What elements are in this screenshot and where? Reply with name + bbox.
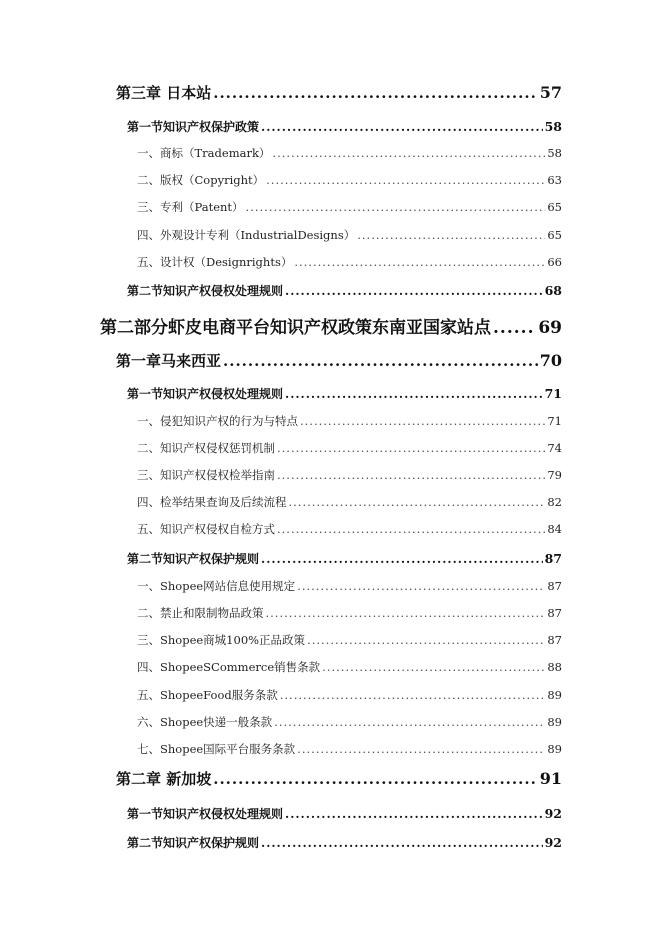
toc-entry-title: 二、禁止和限制物品政策: [137, 606, 264, 620]
toc-leader-dots: [213, 84, 538, 102]
toc-leader-dots: [297, 579, 545, 593]
toc-entry-title: 第二节知识产权保护规则: [127, 552, 260, 566]
toc-entry-page: 87: [547, 633, 562, 647]
toc-entry-section[interactable]: [127, 282, 562, 299]
toc-entry-item[interactable]: [137, 440, 562, 456]
toc-leader-dots: [300, 414, 545, 428]
toc-entry-page: 92: [544, 835, 562, 850]
toc-entry-title: 四、外观设计专利（IndustrialDesigns）: [137, 228, 356, 242]
toc-leader-dots: [261, 120, 543, 134]
toc-entry-page: 68: [544, 283, 562, 298]
toc-entry-page: 58: [544, 119, 562, 134]
toc-entry-section[interactable]: [127, 834, 562, 851]
toc-entry-title: 第一节知识产权保护政策: [127, 120, 260, 134]
toc-leader-dots: [277, 441, 545, 455]
toc-entry-part[interactable]: [100, 313, 562, 338]
toc-entry-page: 71: [547, 414, 562, 428]
toc-entry-page: 74: [547, 441, 562, 455]
toc-entry-section[interactable]: [127, 118, 562, 135]
toc-entry-title: 一、商标（Trademark）: [137, 146, 271, 160]
toc-entry-page: 79: [547, 468, 562, 482]
toc-entry-item[interactable]: [137, 145, 562, 161]
toc-leader-dots: [322, 660, 545, 674]
toc-leader-dots: [285, 807, 543, 821]
toc-entry-item[interactable]: [137, 521, 562, 537]
toc-entry-page: 57: [539, 83, 562, 102]
toc-entry-title: 七、Shopee国际平台服务条款: [137, 742, 296, 756]
toc-leader-dots: [266, 606, 546, 620]
toc-leader-dots: [285, 284, 543, 298]
toc-entry-page: 65: [547, 200, 562, 214]
toc-entry-title: 第二节知识产权保护规则: [127, 836, 260, 850]
toc-entry-item[interactable]: [137, 413, 562, 429]
toc-entry-page: 89: [547, 715, 562, 729]
toc-entry-page: 58: [547, 146, 562, 160]
toc-entry-section[interactable]: [127, 385, 562, 402]
toc-entry-title: 一、Shopee网站信息使用规定: [137, 579, 296, 593]
toc-entry-chapter[interactable]: [116, 82, 562, 103]
toc-leader-dots: [266, 173, 545, 187]
toc-entry-title: 三、Shopee商城100%正品政策: [137, 633, 306, 647]
toc-entry-section[interactable]: [127, 550, 562, 567]
toc-entry-item[interactable]: [137, 467, 562, 483]
toc-leader-dots: [289, 495, 546, 509]
toc-entry-page: 66: [547, 255, 562, 269]
toc-entry-title: 四、检举结果查询及后续流程: [137, 495, 287, 509]
toc-entry-page: 87: [547, 606, 562, 620]
toc-entry-section[interactable]: [127, 805, 562, 822]
toc-leader-dots: [261, 836, 543, 850]
toc-leader-dots: [277, 522, 545, 536]
toc-entry-item[interactable]: [137, 687, 562, 703]
toc-entry-title: 三、知识产权侵权检举指南: [137, 468, 275, 482]
toc-leader-dots: [274, 715, 545, 729]
toc-entry-item[interactable]: [137, 199, 562, 215]
toc-entry-page: 65: [547, 228, 562, 242]
toc-entry-title: 五、ShopeeFood服务条款: [137, 688, 278, 702]
toc-entry-item[interactable]: [137, 494, 562, 510]
toc-entry-item[interactable]: [137, 254, 562, 270]
toc-entry-chapter[interactable]: [116, 768, 562, 789]
toc-entry-item[interactable]: [137, 632, 562, 648]
toc-leader-dots: [280, 688, 546, 702]
toc-leader-dots: [246, 200, 546, 214]
toc-entry-title: 第二部分虾皮电商平台知识产权政策东南亚国家站点: [100, 318, 491, 338]
toc-entry-item[interactable]: [137, 227, 562, 243]
toc-leader-dots: [272, 146, 545, 160]
toc-entry-page: 88: [547, 660, 562, 674]
toc-entry-title: 六、Shopee快递一般条款: [137, 715, 273, 729]
toc-entry-page: 89: [547, 688, 562, 702]
toc-leader-dots: [307, 633, 545, 647]
toc-entry-item[interactable]: [137, 578, 562, 594]
toc-entry-title: 第三章 日本站: [116, 84, 212, 102]
toc-leader-dots: [277, 468, 545, 482]
toc-entry-title: 第一章马来西亚: [116, 352, 222, 370]
toc-leader-dots: [357, 228, 545, 242]
toc-entry-page: 70: [539, 351, 562, 370]
toc-entry-page: 92: [544, 806, 562, 821]
toc-entry-title: 第二节知识产权侵权处理规则: [127, 284, 284, 298]
toc-entry-title: 二、知识产权侵权惩罚机制: [137, 441, 275, 455]
toc-entry-page: 89: [547, 742, 562, 756]
toc-entry-page: 71: [544, 386, 562, 401]
toc-leader-dots: [213, 770, 538, 788]
toc-leader-dots: [297, 742, 545, 756]
toc-entry-page: 87: [544, 551, 562, 566]
toc-leader-dots: [261, 552, 543, 566]
toc-entry-title: 二、版权（Copyright）: [137, 173, 265, 187]
toc-leader-dots: [294, 255, 545, 269]
toc-entry-item[interactable]: [137, 714, 562, 730]
toc-entry-item[interactable]: [137, 659, 562, 675]
toc-leader-dots: [493, 318, 536, 338]
toc-leader-dots: [223, 352, 538, 370]
toc-entry-title: 五、知识产权侵权自检方式: [137, 522, 275, 536]
toc-entry-page: 87: [547, 579, 562, 593]
toc-entry-title: 第一节知识产权侵权处理规则: [127, 807, 284, 821]
toc-entry-title: 第二章 新加坡: [116, 770, 212, 788]
toc-entry-item[interactable]: [137, 605, 562, 621]
toc-entry-title: 第一节知识产权侵权处理规则: [127, 387, 284, 401]
toc-entry-title: 四、ShopeeSCommerce销售条款: [137, 660, 321, 674]
toc-entry-title: 三、专利（Patent）: [137, 200, 244, 214]
toc-entry-chapter[interactable]: [116, 350, 562, 371]
toc-entry-item[interactable]: [137, 741, 562, 757]
toc-leader-dots: [285, 387, 543, 401]
toc-entry-page: 69: [538, 318, 562, 338]
toc-entry-item[interactable]: [137, 172, 562, 188]
toc-entry-page: 91: [539, 769, 562, 788]
toc-entry-title: 一、侵犯知识产权的行为与特点: [137, 414, 298, 428]
toc-entry-page: 63: [547, 173, 562, 187]
toc-entry-title: 五、设计权（Designrights）: [137, 255, 293, 269]
toc-entry-page: 82: [547, 495, 562, 509]
toc-entry-page: 84: [547, 522, 562, 536]
